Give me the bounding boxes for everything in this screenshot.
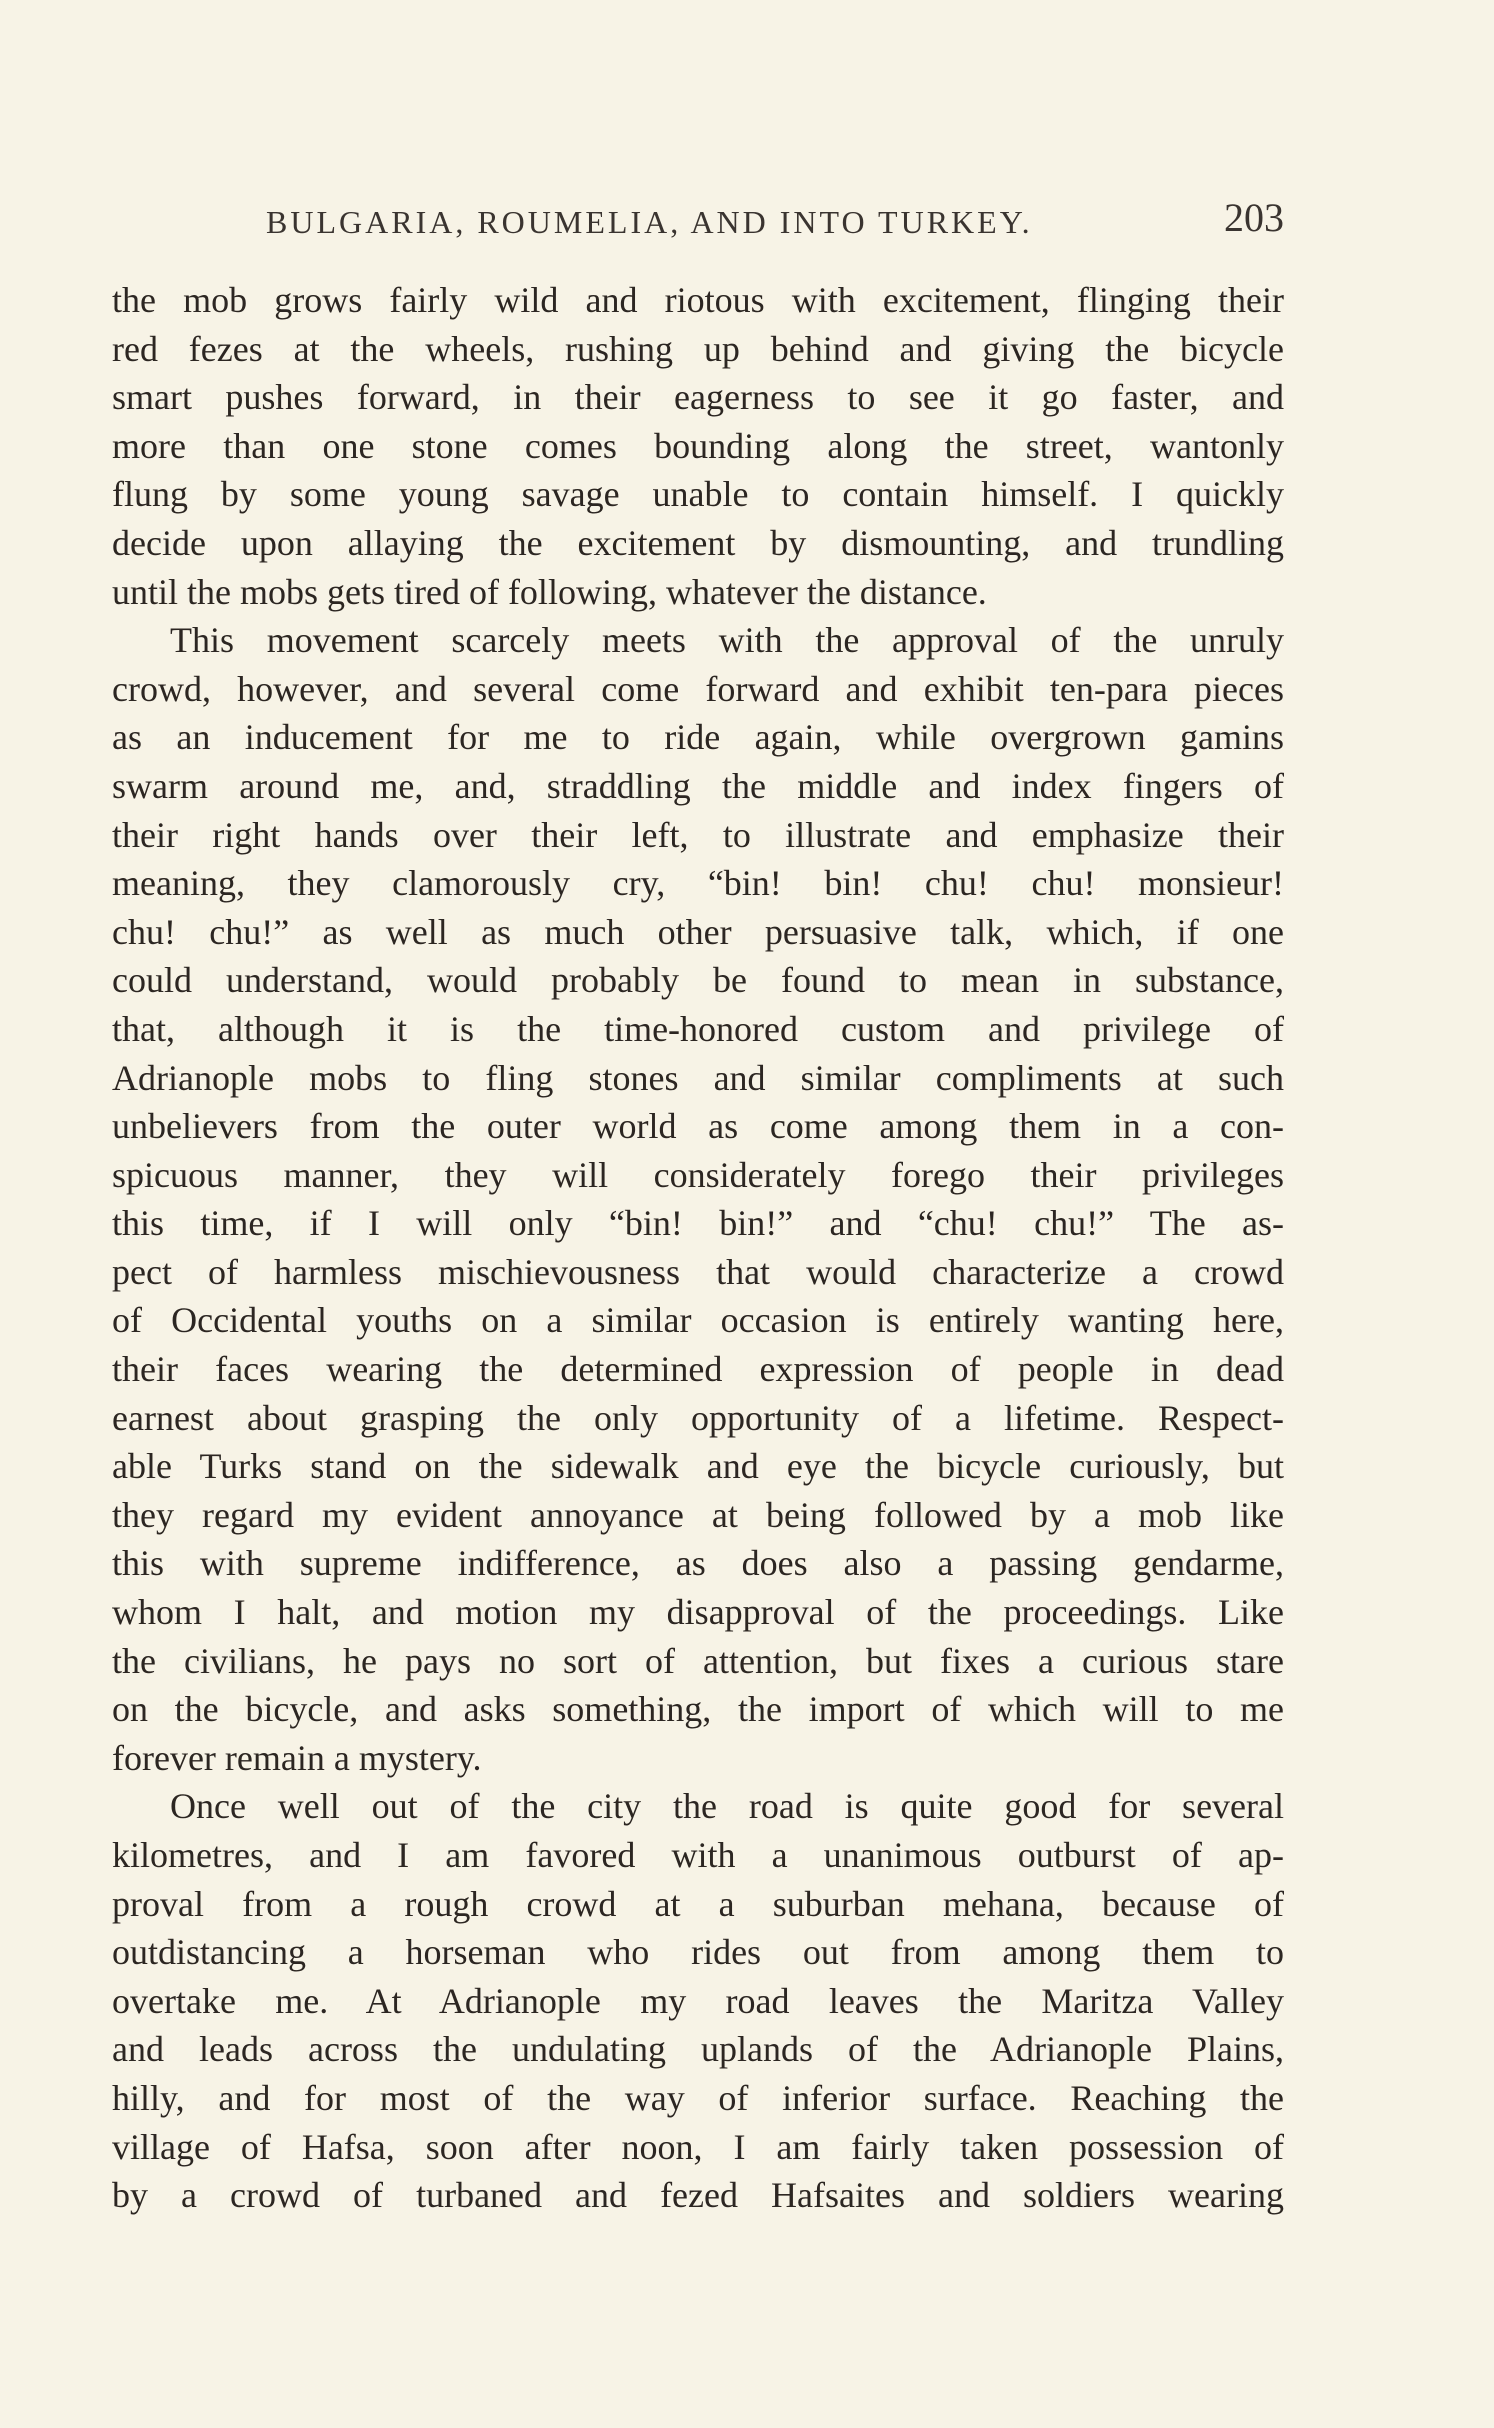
text-line: as an inducement for me to ride again, while overgrown gamins xyxy=(112,717,1284,758)
text-line: their faces wearing the determined expression of people in dead xyxy=(112,1349,1284,1390)
text-line: Once well out of the city the road is quite good for several xyxy=(170,1786,1284,1827)
text-line: meaning, they clamorously cry, “bin! bin! chu! chu! monsieur! xyxy=(112,863,1284,904)
text-line: this time, if I will only “bin! bin!” and “chu! chu!” The as- xyxy=(112,1203,1284,1244)
text-line: they regard my evident annoyance at being followed by a mob like xyxy=(112,1494,1284,1535)
text-line: and leads across the undulating uplands of the Adrianople Plains, xyxy=(112,2029,1284,2070)
text-line: kilometres, and I am favored with a unanimous outburst of ap- xyxy=(112,1835,1284,1875)
text-line: until the mobs gets tired of following, whatever the distance. xyxy=(112,571,987,612)
text-line: chu! chu!” as well as much other persuasive talk, which, if one xyxy=(112,911,1284,952)
text-line: by a crowd of turbaned and fezed Hafsaites and soldiers wearing xyxy=(112,2175,1284,2216)
text-line: red fezes at the wheels, rushing up behind and giving the bicycle xyxy=(112,328,1284,369)
text-line: earnest about grasping the only opportunity of a lifetime. Respect- xyxy=(112,1397,1284,1438)
text-line: forever remain a mystery. xyxy=(112,1737,482,1778)
text-line: on the bicycle, and asks something, the import of which will to me xyxy=(112,1689,1284,1730)
text-line: smart pushes forward, in their eagerness to see it go faster, and xyxy=(112,377,1284,418)
text-line: overtake me. At Adrianople my road leaves the Maritza Valley xyxy=(112,1980,1284,2021)
text-line: Adrianople mobs to fling stones and similar compliments at such xyxy=(112,1057,1284,1098)
text-line: of Occidental youths on a similar occasion is entirely wanting here, xyxy=(112,1300,1284,1341)
text-line: their right hands over their left, to illustrate and emphasize their xyxy=(112,814,1284,855)
text-line: the civilians, he pays no sort of attention, but fixes a curious stare xyxy=(112,1640,1284,1681)
page-number: 203 xyxy=(1224,195,1284,240)
text-line: this with supreme indifference, as does also a passing gendarme, xyxy=(112,1543,1284,1584)
text-line: more than one stone comes bounding along the street, wantonly xyxy=(112,425,1284,466)
text-line: unbelievers from the outer world as come among them in a con- xyxy=(112,1106,1284,1147)
text-line: could understand, would probably be found to mean in substance, xyxy=(112,960,1284,1001)
text-line: proval from a rough crowd at a suburban mehana, because of xyxy=(112,1883,1284,1924)
text-line: hilly, and for most of the way of inferior surface. Reaching the xyxy=(112,2077,1284,2118)
running-head xyxy=(112,196,1284,256)
text-line: This movement scarcely meets with the approval of the unruly xyxy=(170,620,1284,661)
text-line: spicuous manner, they will considerately forego their privileges xyxy=(112,1154,1284,1195)
text-line: the mob grows fairly wild and riotous with excitement, flinging their xyxy=(112,280,1284,320)
text-line: swarm around me, and, straddling the middle and index fingers of xyxy=(112,765,1284,806)
running-head-title: BULGARIA, ROUMELIA, AND INTO TURKEY. xyxy=(266,204,1033,240)
text-line: flung by some young savage unable to contain himself. I quickly xyxy=(112,474,1284,515)
text-line: able Turks stand on the sidewalk and eye the bicycle curiously, but xyxy=(112,1446,1284,1487)
text-line: village of Hafsa, soon after noon, I am fairly taken possession of xyxy=(112,2126,1284,2167)
body-text xyxy=(112,276,1284,2220)
text-line: outdistancing a horseman who rides out from among them to xyxy=(112,1932,1284,1973)
text-line: crowd, however, and several come forward and exhibit ten-para pieces xyxy=(112,668,1284,709)
text-line: pect of harmless mischievousness that would characterize a crowd xyxy=(112,1251,1284,1292)
text-line: that, although it is the time-honored custom and privilege of xyxy=(112,1008,1284,1049)
text-line: whom I halt, and motion my disapproval of the proceedings. Like xyxy=(112,1592,1284,1633)
text-line: decide upon allaying the excitement by dismounting, and trundling xyxy=(112,522,1284,563)
